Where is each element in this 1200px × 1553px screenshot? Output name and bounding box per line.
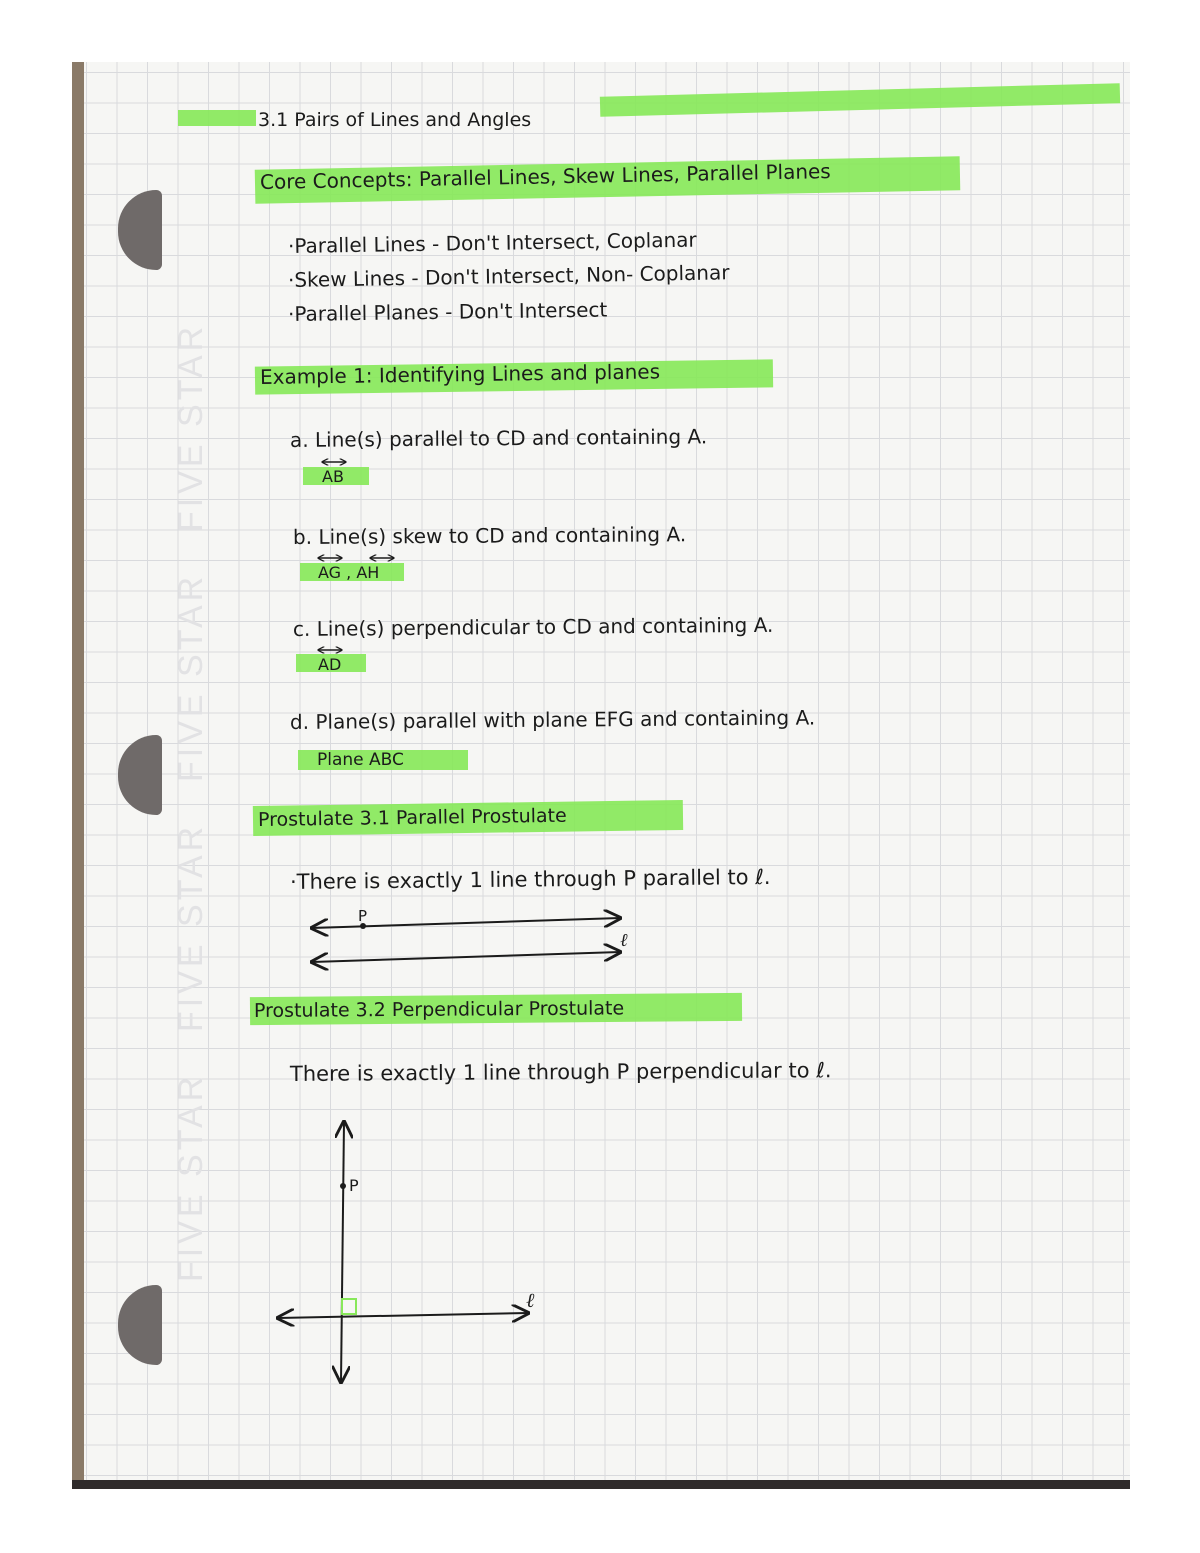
point-p-label: P	[358, 907, 368, 925]
postulate32-statement: There is exactly 1 line through P perpendicular to ℓ.	[289, 1058, 832, 1086]
watermark-1: FIVE STAR	[172, 322, 210, 532]
line-l-perp	[278, 1313, 528, 1318]
point-p-label-perp: P	[349, 1176, 359, 1195]
watermark-2: FIVE STAR	[172, 572, 210, 782]
concept-skew-lines: ·Skew Lines - Don't Intersect, Non- Coplanar	[287, 260, 730, 292]
concept-parallel-planes: ·Parallel Planes - Don't Intersect	[287, 297, 608, 326]
answer-c: AD	[318, 655, 342, 674]
right-angle-mark	[342, 1299, 356, 1314]
line-l-label: ℓ	[620, 930, 628, 951]
perpendicular-line	[341, 1122, 344, 1382]
line-l-label-perp: ℓ	[526, 1288, 535, 1312]
example1-heading: Example 1: Identifying Lines and planes	[259, 359, 661, 389]
question-b: b. Line(s) skew to CD and containing A.	[292, 522, 687, 549]
postulate32-heading: Prostulate 3.2 Perpendicular Prostulate	[253, 997, 625, 1022]
question-d: d. Plane(s) parallel with plane EFG and containing A.	[289, 705, 816, 734]
postulate31-statement: ·There is exactly 1 line through P parallel to ℓ.	[289, 864, 771, 894]
point-p-dot-perp	[340, 1183, 346, 1189]
watermark-3: FIVE STAR	[172, 822, 210, 1032]
answer-a: AB	[322, 467, 344, 486]
page-title: 3.1 Pairs of Lines and Angles	[258, 109, 532, 131]
watermark-4: FIVE STAR	[172, 1072, 210, 1282]
answer-b: AG , AH	[318, 563, 380, 582]
question-a: a. Line(s) parallel to CD and containing A.	[289, 424, 708, 452]
answer-d: Plane ABC	[317, 750, 404, 770]
question-c: c. Line(s) perpendicular to CD and containing A.	[292, 612, 774, 641]
concept-parallel-lines: ·Parallel Lines - Don't Intersect, Coplanar	[287, 227, 697, 258]
postulate31-heading: Prostulate 3.1 Parallel Prostulate	[257, 804, 567, 831]
parallel-line-l	[312, 952, 620, 962]
core-concepts-heading: Core Concepts: Parallel Lines, Skew Lines, Parallel Planes	[259, 159, 831, 194]
